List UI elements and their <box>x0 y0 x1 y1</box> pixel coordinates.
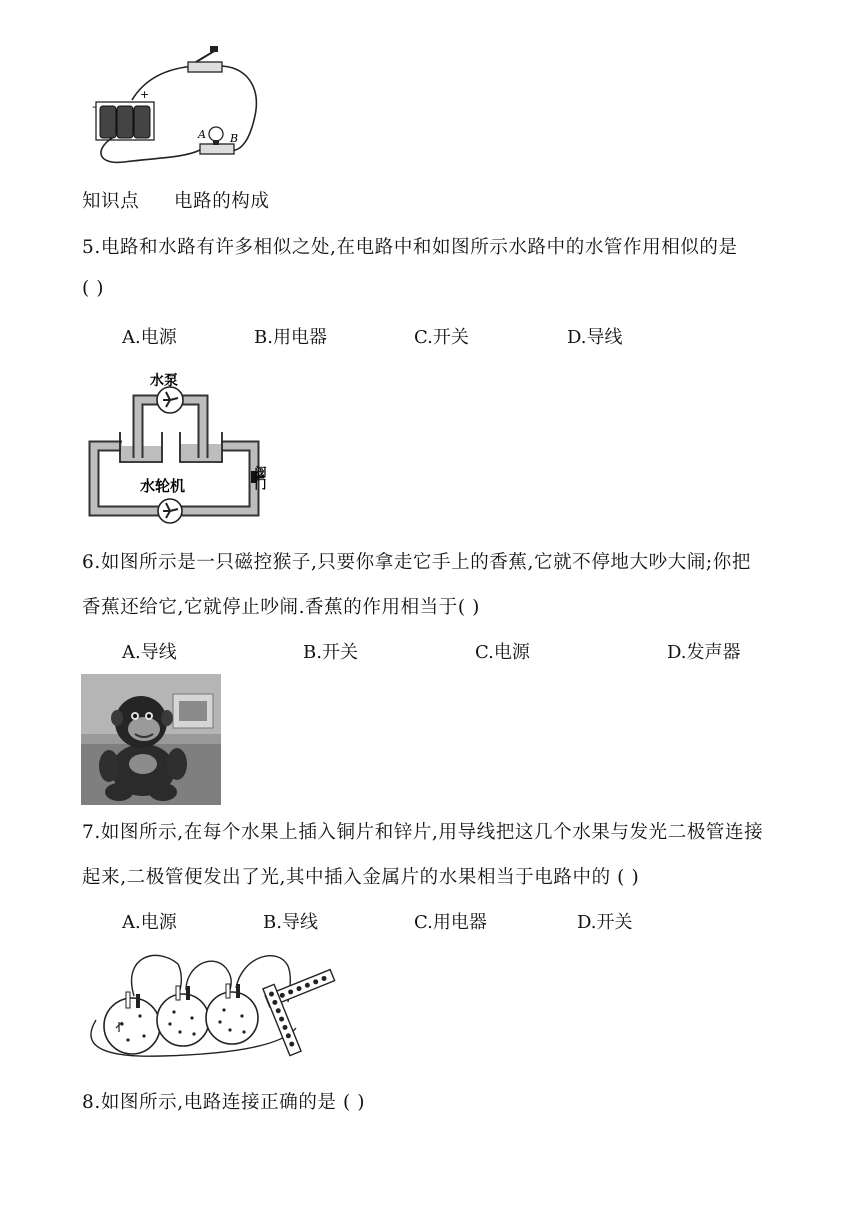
q5-option-a[interactable]: A.电源 <box>122 327 177 348</box>
q5-option-b[interactable]: B.用电器 <box>254 327 327 348</box>
battery-plus-label: + <box>140 88 150 101</box>
valve-label: 阀门 <box>253 466 267 490</box>
q7-option-a[interactable]: A.电源 <box>122 912 177 933</box>
q6-option-d[interactable]: D.发声器 <box>667 642 741 663</box>
q7-option-d[interactable]: D.开关 <box>577 912 633 933</box>
q7-option-b[interactable]: B.导线 <box>263 912 318 933</box>
q6-option-c[interactable]: C.电源 <box>475 642 530 663</box>
q7-stem-line1: 7.如图所示,在每个水果上插入铜片和锌片,用导线把这几个水果与发光二极管连接 <box>82 822 764 843</box>
q6-stem-line1: 6.如图所示是一只磁控猴子,只要你拿走它手上的香蕉,它就不停地大吵大闹;你把 <box>82 552 751 573</box>
q7-option-c[interactable]: C.用电器 <box>414 912 487 933</box>
q5-stem-line1: 5.电路和水路有许多相似之处,在电路中和如图所示水路中的水管作用相似的是 <box>82 237 738 258</box>
water-circuit-figure <box>86 366 270 524</box>
turbine-label: 水轮机 <box>140 477 186 495</box>
q6-option-a[interactable]: A.导线 <box>122 642 177 663</box>
q6-option-b[interactable]: B.开关 <box>303 642 358 663</box>
bulb-terminal-b-label: B <box>230 132 239 145</box>
q5-option-d[interactable]: D.导线 <box>567 327 623 348</box>
q7-stem-line2: 起来,二极管便发出了光,其中插入金属片的水果相当于电路中的 ( ) <box>82 867 640 888</box>
bulb-terminal-a-label: A <box>198 128 206 141</box>
monkey-toy-photo <box>81 674 221 805</box>
q6-stem-line2: 香蕉还给它,它就停止吵闹.香蕉的作用相当于( ) <box>82 597 480 618</box>
battery-minus-label: - <box>92 100 96 113</box>
q5-stem-line2: ( ) <box>82 278 105 299</box>
pump-label: 水泵 <box>150 373 178 389</box>
circuit-figure <box>84 40 264 180</box>
knowledge-point-label: 知识点 <box>82 191 140 212</box>
knowledge-point-topic: 电路的构成 <box>174 191 270 212</box>
q8-stem-line1: 8.如图所示,电路连接正确的是 ( ) <box>82 1092 366 1113</box>
q5-option-c[interactable]: C.开关 <box>414 327 469 348</box>
fruit-battery-figure <box>82 946 338 1062</box>
